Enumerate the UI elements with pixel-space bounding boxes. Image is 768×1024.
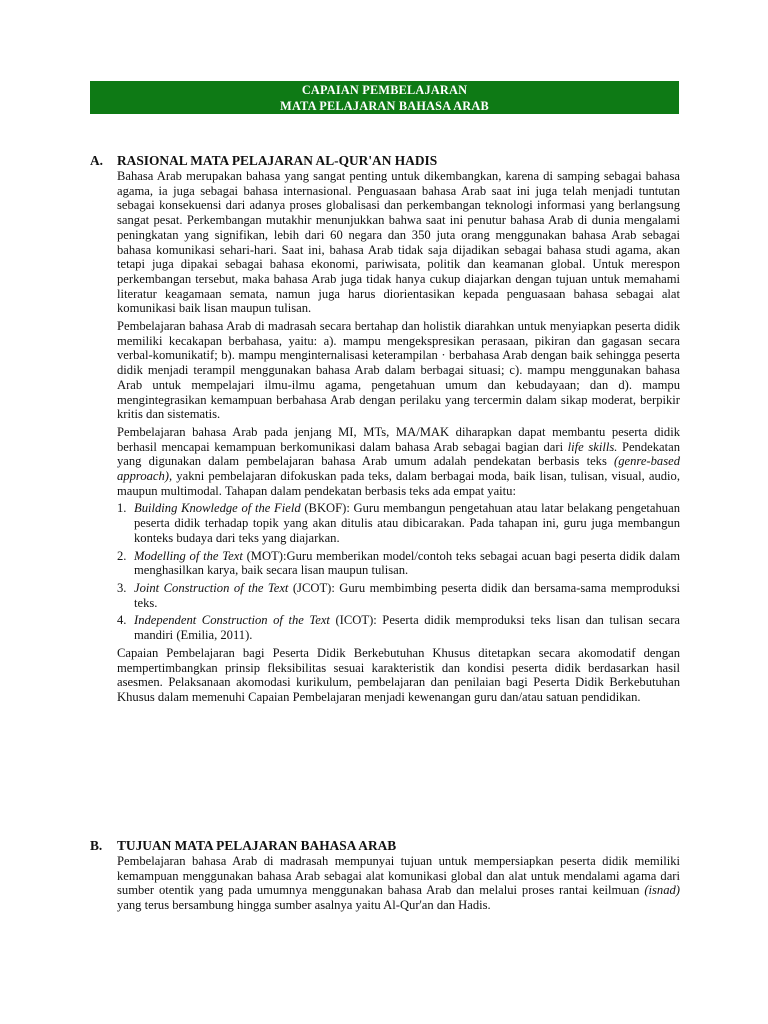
section-b-heading bbox=[90, 838, 680, 854]
list-item-text: (JCOT): Guru membimbing peserta didik dan bersama-sama memproduksi teks. bbox=[134, 580, 680, 610]
document-title-line2: MATA PELAJARAN BAHASA ARAB bbox=[280, 99, 489, 113]
b-p1-text-a: Pembelajaran bahasa Arab di madrasah mempunyai tujuan untuk mempersiapkan peserta didik memiliki kemampuan menggunakan bahasa Arab sebagai alat komunikasi global dan alat untuk mendalami agama dari sumber otentik yang pada umumnya menggunakan bahasa Arab dan melalui proses rantai keilmuan bbox=[117, 854, 680, 898]
list-item-text: (MOT):Guru memberikan model/contoh teks sebagai acuan bagi peserta didik dalam menghasilkan karya, baik secara lisan maupun tulisan. bbox=[134, 548, 681, 578]
section-a-heading bbox=[90, 153, 680, 169]
section-b-paragraph-1 bbox=[117, 854, 680, 913]
section-a-body bbox=[117, 169, 680, 705]
list-item-text: (BKOF): Guru membangun pengetahuan atau latar belakang pengetahuan peserta didik terhadap topik yang akan ditulis atau dibicarakan. Pada tahapan ini, guru juga membangun konteks budaya dari teks yang diajarkan. bbox=[134, 501, 680, 545]
section-b bbox=[90, 838, 680, 916]
list-item bbox=[117, 549, 680, 578]
list-item-term: Independent Construction of the Text bbox=[134, 613, 330, 628]
section-a-paragraph-2: Pembelajaran bahasa Arab di madrasah secara bertahap dan holistik diarahkan untuk menyiapkan peserta didik memiliki kecakapan berbahasa, yaitu: a). mampu mengekspresikan perasaan, pikiran dan gagasan secara verbal-komunikatif; b). mampu menginternalisasi keterampilan · berbahasa Arab dengan baik sehingga peserta didik menjadi terampil menggunakan bahasa Arab dalam berbagai situasi; c). mampu menggunakan bahasa Arab untuk mempelajari ilmu-ilmu agama, pengetahuan umum dan kebudayaan; dan d). mampu mengintegrasikan kemampuan berbahasa Arab dengan perilaku yang tercermin dalam sikap moderat, berpikir kritis dan sistematis. bbox=[117, 319, 680, 422]
document-title-banner bbox=[90, 81, 679, 114]
p3-italic-life-skills: life skills. bbox=[567, 439, 618, 454]
section-a-paragraph-4: Capaian Pembelajaran bagi Peserta Didik Berkebutuhan Khusus ditetapkan secara akomodatif dengan mempertimbangkan prinsip fleksibilitas sesuai karakteristik dan kondisi peserta didik berdasarkan hasil asesmen. Pelaksanaan akomodasi kurikulum, pembelajaran dan penilaian bagi Peserta Didik Berkebutuhan Khusus dalam memenuhi Capaian Pembelajaran menjadi kewenangan guru dan/atau satuan pendidikan. bbox=[117, 645, 680, 704]
p3-text-c: Pendekatan yang digunakan dalam pembelajaran bahasa Arab umum adalah pendekatan berbasis teks bbox=[117, 439, 680, 469]
p3-italic-genre-based: (genre-based approach), bbox=[117, 454, 680, 484]
b-p1-italic-isnad: (isnad) bbox=[644, 883, 680, 898]
document-title-line1: CAPAIAN PEMBELAJARAN bbox=[301, 83, 468, 97]
list-item-number: 1. bbox=[117, 501, 127, 516]
list-item-term: Modelling of the Text bbox=[134, 548, 243, 563]
approach-stages-list bbox=[117, 501, 680, 642]
list-item-number: 3. bbox=[117, 580, 127, 595]
p3-text-e: yakni pembelajaran difokuskan pada teks, dalam berbagai moda, baik lisan, tulisan, visual, audio, maupun multimodal. Tahapan dalam pendekatan berbasis teks ada empat yaitu: bbox=[117, 469, 680, 498]
list-item-number: 2. bbox=[117, 548, 127, 563]
section-b-body bbox=[117, 854, 680, 913]
list-item bbox=[117, 501, 680, 545]
section-a-title: RASIONAL MATA PELAJARAN AL-QUR'AN HADIS bbox=[117, 153, 438, 168]
section-a-paragraph-1: Bahasa Arab merupakan bahasa yang sangat penting untuk dikembangkan, karena di samping sebagai bahasa agama, ia juga sebagai bahasa internasional. Penguasaan bahasa Arab saat ini juga telah menjadi tuntutan sebagai konsekuensi dari adanya proses globalisasi dan perkembangan teknologi informasi yang berlangsung sangat pesat. Perkembangan mutakhir menunjukkan bahwa saat ini penutur bahasa Arab di dunia mengalami peningkatan yang signifikan, lebih dari 60 negara dan 350 juta orang menggunakan bahasa Arab sebagai bahasa komunikasi sehari-hari. Saat ini, bahasa Arab tidak saja dijadikan sebagai bahasa studi agama, akan tetapi juga dipakai sebagai bahasa ekonomi, pariwisata, politik dan keamanan global. Untuk merespon perkembangan tersebut, maka bahasa Arab juga tidak hanya cukup diajarkan dengan tujuan untuk memahami literatur keagamaan semata, namun juga harus diorientasikan kepada penguasaan bahasa sebagai alat komunikasi baik lisan maupun tulisan. bbox=[117, 169, 680, 316]
list-item-term: Building Knowledge of the Field bbox=[134, 501, 301, 516]
section-a-letter: A. bbox=[90, 153, 104, 168]
b-p1-text-c: yang terus bersambung hingga sumber asalnya yaitu Al-Qur'an dan Hadis. bbox=[117, 898, 491, 913]
p3-text-a: Pembelajaran bahasa Arab pada jenjang MI, MTs, MA/MAK diharapkan dapat membantu peserta didik berhasil mencapai kemampuan berkomunikasi dalam bahasa Arab sebagai bagian dari bbox=[117, 424, 680, 454]
list-item-term: Joint Construction of the Text bbox=[134, 580, 289, 595]
section-a-paragraph-3 bbox=[117, 425, 680, 499]
list-item-number: 4. bbox=[117, 613, 127, 628]
section-b-title: TUJUAN MATA PELAJARAN BAHASA ARAB bbox=[117, 838, 397, 853]
section-a bbox=[90, 153, 680, 708]
list-item bbox=[117, 581, 680, 610]
list-item-text: (ICOT): Peserta didik memproduksi teks lisan dan tulisan secara mandiri (Emilia, 2011). bbox=[134, 613, 680, 643]
section-b-letter: B. bbox=[90, 838, 103, 853]
list-item bbox=[117, 613, 680, 642]
